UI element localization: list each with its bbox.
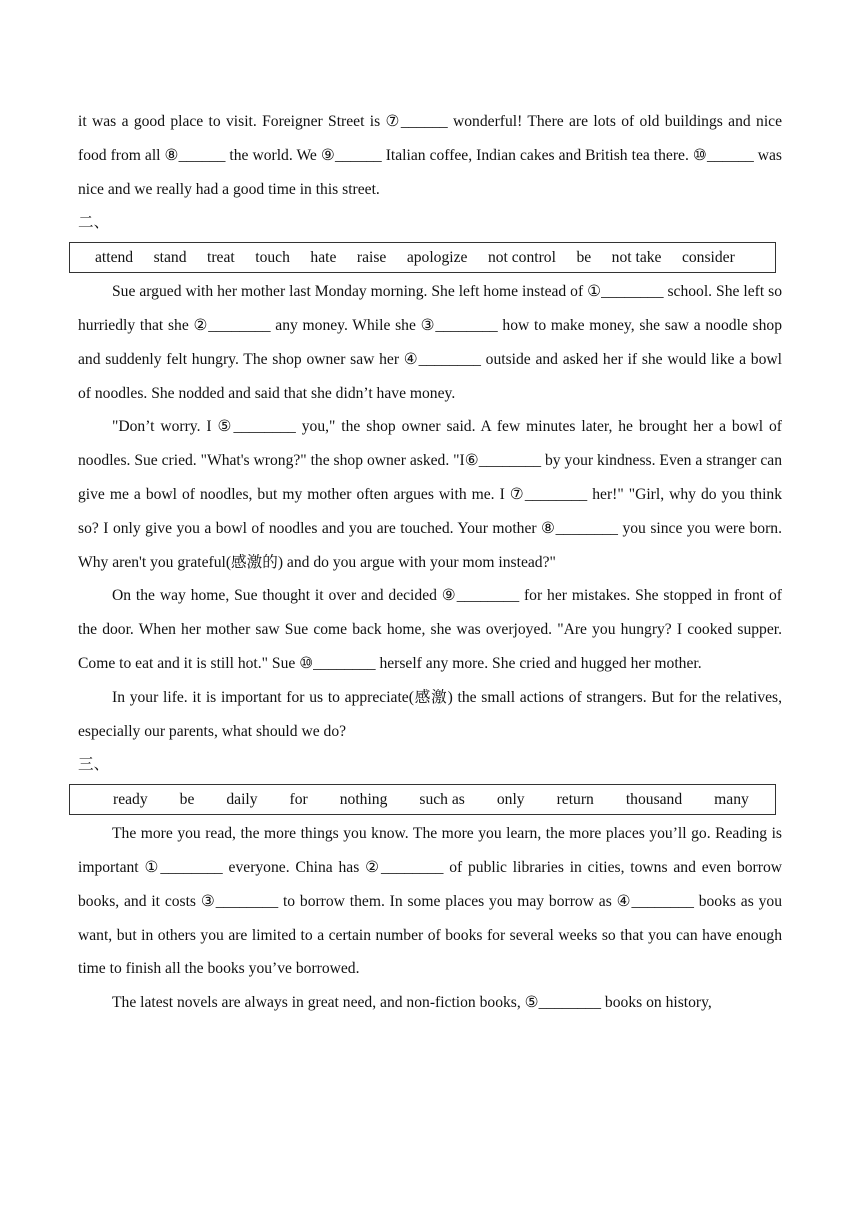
word-box-item: attend (95, 248, 134, 266)
word-box-item: many (714, 790, 749, 808)
section2-heading: 二、 (78, 214, 110, 232)
word-box-item: touch (255, 248, 290, 266)
word-box-item: consider (681, 248, 735, 266)
word-box-item: stand (153, 248, 187, 266)
word-box-item: thousand (625, 790, 683, 808)
section2-word-box (69, 242, 776, 273)
document-page (78, 105, 782, 1020)
word-box-item: daily (226, 790, 258, 808)
word-box-item: return (556, 790, 594, 808)
word-box-item: not take (611, 248, 662, 266)
word-box-item: be (576, 248, 592, 266)
word-box-item: raise (356, 248, 387, 266)
section3-word-box (69, 784, 776, 815)
word-box-item: treat (207, 248, 235, 266)
section3-paragraph: The more you read, the more things you know. The more you learn, the more places you’ll go. Reading is important ①________ everyone. China has ②________ of public libraries in cities, towns and even borrow books, and it costs ③________ to borrow them. In some places you may borrow as ④________ books as you want, but in others you are limited to a certain number of books for several weeks so that you can have enough time to finish all the books you’ve borrowed. (78, 825, 782, 978)
word-box-item: not control (487, 248, 556, 266)
word-box-item: only (496, 790, 525, 808)
word-box-item: nothing (339, 790, 388, 808)
section3-heading: 三、 (78, 756, 110, 774)
word-box-item: for (289, 790, 308, 808)
section2-paragraph: In your life. it is important for us to appreciate(感激) the small actions of strangers. But for the relatives, especially our parents, what should we do? (78, 688, 782, 740)
section3-paragraph: The latest novels are always in great need, and non-fiction books, ⑤________ books on history, (112, 994, 712, 1012)
section2-paragraph: "Don’t worry. I ⑤________ you," the shop owner said. A few minutes later, he brought her a bowl of noodles. Sue cried. "What's wrong?" the shop owner asked. "I⑥________ by your kindness. Even a stranger can give me a bowl of noodles, but my mother often argues with me. I ⑦________ her!" "Girl, why do you think so? I only give you a bowl of noodles and you are touched. Your mother ⑧________ you since you were born. Why aren't you grateful(感激的) and do you argue with your mom instead?" (78, 418, 782, 571)
section2-paragraph: Sue argued with her mother last Monday morning. She left home instead of ①________ school. She left so hurriedly that she ②________ any money. While she ③________ how to make money, she saw a noodle shop and suddenly felt hungry. The shop owner saw her ④________ outside and asked her if she would like a bowl of noodles. She nodded and said that she didn’t have money. (78, 283, 782, 402)
word-box-item: be (179, 790, 195, 808)
section2-paragraph: On the way home, Sue thought it over and decided ⑨________ for her mistakes. She stopped in front of the door. When her mother saw Sue come back home, she was overjoyed. "Are you hungry? I cooked supper. Come to eat and it is still hot." Sue ⑩________ herself any more. She cried and hugged her mother. (78, 587, 782, 672)
word-box-item: hate (310, 248, 337, 266)
word-box-item: such as (419, 790, 465, 808)
word-box-item: ready (113, 790, 148, 808)
section1-tail-paragraph: it was a good place to visit. Foreigner Street is ⑦______ wonderful! There are lots of old buildings and nice food from all ⑧______ the world. We ⑨______ Italian coffee, Indian cakes and British tea there. ⑩______ was nice and we really had a good time in this street. (78, 113, 782, 198)
word-box-item: apologize (406, 248, 468, 266)
